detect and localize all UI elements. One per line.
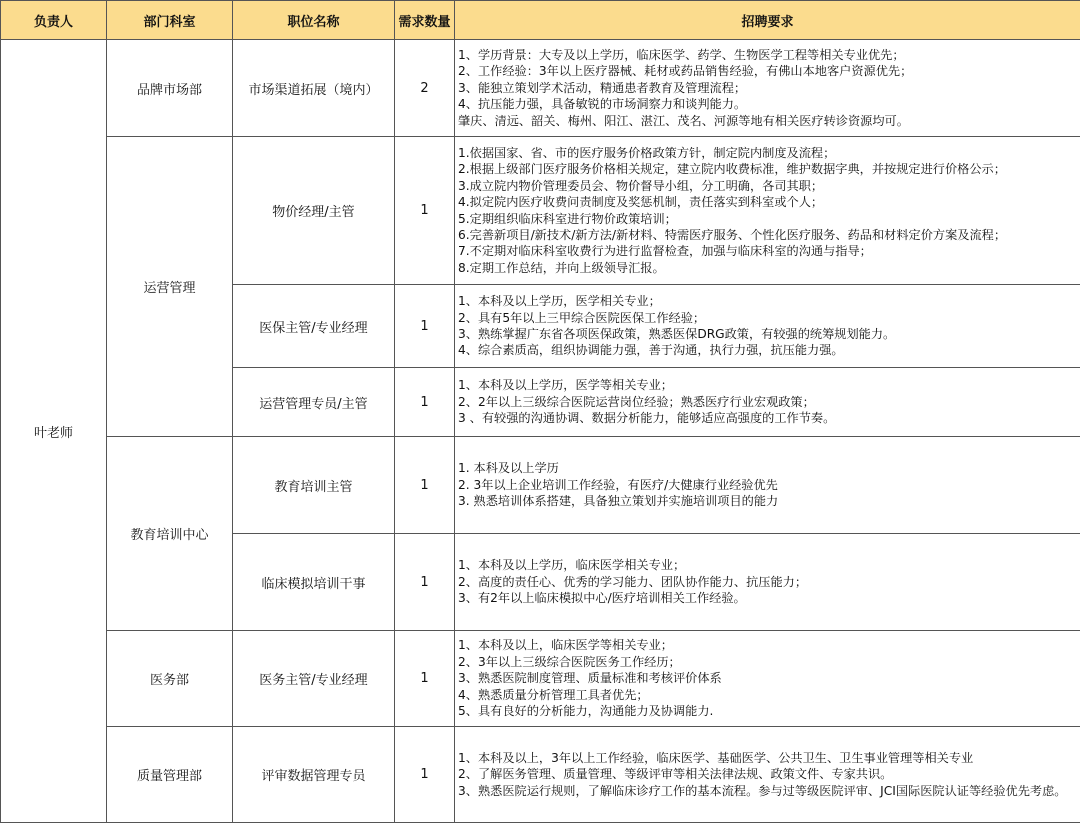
header-person: 负责人	[1, 1, 107, 40]
requirement-line: 3、熟悉医院制度管理、质量标准和考核评价体系	[458, 671, 722, 686]
requirement-line: 3、有2年以上临床模拟中心/医疗培训相关工作经验。	[458, 591, 746, 606]
position-title: 教育培训主管	[233, 437, 395, 534]
requirement-line: 5、具有良好的分析能力，沟通能力及协调能力.	[458, 704, 714, 719]
requirement-line: 2、高度的责任心、优秀的学习能力、团队协作能力、抗压能力；	[458, 574, 808, 589]
requirement-line: 1、学历背景：大专及以上学历，临床医学、药学、生物医学工程等相关专业优先；	[458, 47, 905, 62]
header-row	[1, 1, 1080, 40]
header-requirements: 招聘要求	[455, 1, 1080, 40]
requirements-cell	[455, 631, 1080, 727]
requirement-line: 1. 本科及以上学历	[458, 461, 559, 476]
requirement-line: 8.定期工作总结，并向上级领导汇报。	[458, 260, 665, 275]
table-row	[1, 727, 1080, 823]
header-count: 需求数量	[395, 1, 455, 40]
requirement-line: 3、熟练掌握广东省各项医保政策，熟悉医保DRG政策，有较强的统筹规划能力。	[458, 327, 896, 341]
requirement-line: 4、熟悉质量分析管理工具者优先；	[458, 687, 649, 702]
requirement-line: 4、抗压能力强，具备敏锐的市场洞察力和谈判能力。	[458, 97, 747, 112]
position-count: 1	[395, 137, 455, 285]
requirement-line: 1、本科及以上学历，医学等相关专业；	[458, 378, 673, 393]
position-title: 物价经理/主管	[233, 137, 395, 285]
table-row	[1, 40, 1080, 137]
position-title: 医保主管/专业经理	[233, 285, 395, 368]
requirement-line: 3、熟悉医院运行规则，了解临床诊疗工作的基本流程。参与过等级医院评审、JCI国际医院认证等经验优先考虑。	[458, 783, 1067, 798]
requirement-line: 2、2年以上三级综合医院运营岗位经验；熟悉医疗行业宏观政策；	[458, 394, 815, 409]
position-title: 运营管理专员/主管	[233, 368, 395, 437]
position-count: 1	[395, 437, 455, 534]
department-cell: 质量管理部	[107, 727, 233, 823]
table-row	[1, 631, 1080, 727]
requirement-line: 2、具有5年以上三甲综合医院医保工作经验；	[458, 310, 706, 325]
requirement-line: 2. 3年以上企业培训工作经验，有医疗/大健康行业经验优先	[458, 477, 778, 492]
position-count: 1	[395, 631, 455, 727]
requirement-line: 3. 熟悉培训体系搭建，具备独立策划并实施培训项目的能力	[458, 494, 779, 509]
position-count: 2	[395, 40, 455, 137]
requirement-line: 3.成立院内物价管理委员会、物价督导小组，分工明确，各司其职；	[458, 178, 824, 193]
position-count: 1	[395, 368, 455, 437]
requirement-line: 1、本科及以上学历，临床医学相关专业；	[458, 558, 686, 573]
department-cell: 运营管理	[107, 137, 233, 437]
table-row	[1, 137, 1080, 285]
requirement-line: 1、本科及以上学历，医学相关专业；	[458, 294, 661, 309]
requirement-line: 1、本科及以上，3年以上工作经验，临床医学、基础医学、公共卫生、卫生事业管理等相关专业	[458, 750, 974, 765]
requirement-line: 6.完善新项目/新技术/新方法/新材料、特需医疗服务、个性化医疗服务、药品和材料定价方案及流程；	[458, 227, 1007, 242]
requirements-cell	[455, 727, 1080, 823]
position-count: 1	[395, 534, 455, 631]
requirement-line: 2、3年以上三级综合医院医务工作经历；	[458, 654, 681, 669]
requirement-line: 4.拟定院内医疗收费问责制度及奖惩机制，责任落实到科室或个人；	[458, 195, 824, 210]
requirement-line: 2、了解医务管理、质量管理、等级评审等相关法律法规、政策文件、专家共识。	[458, 767, 893, 782]
requirements-cell	[455, 534, 1080, 631]
header-department: 部门科室	[107, 1, 233, 40]
requirement-line: 1、本科及以上，临床医学等相关专业；	[458, 638, 673, 653]
requirement-line: 3 、有较强的沟通协调、数据分析能力，能够适应高强度的工作节奏。	[458, 411, 836, 426]
department-cell: 品牌市场部	[107, 40, 233, 137]
requirement-line: 3、能独立策划学术活动，精通患者教育及管理流程；	[458, 80, 747, 95]
requirements-cell	[455, 40, 1080, 137]
position-title: 临床模拟培训干事	[233, 534, 395, 631]
requirement-line: 2、工作经验：3年以上医疗器械、耗材或药品销售经验，有佛山本地客户资源优先；	[458, 64, 913, 79]
header-position: 职位名称	[233, 1, 395, 40]
position-count: 1	[395, 285, 455, 368]
position-title: 评审数据管理专员	[233, 727, 395, 823]
requirement-line: 5.定期组织临床科室进行物价政策培训；	[458, 211, 677, 226]
person-cell: 叶老师	[1, 40, 107, 823]
position-title: 市场渠道拓展（境内）	[233, 40, 395, 137]
requirement-line: 肇庆、清远、韶关、梅州、阳江、湛江、茂名、河源等地有相关医疗转诊资源均可。	[458, 113, 909, 128]
position-title: 医务主管/专业经理	[233, 631, 395, 727]
requirement-line: 4、综合素质高，组织协调能力强，善于沟通，执行力强，抗压能力强。	[458, 343, 844, 358]
requirement-line: 1.依据国家、省、市的医疗服务价格政策方针，制定院内制度及流程；	[458, 145, 836, 160]
requirements-cell	[455, 285, 1080, 368]
requirement-line: 7.不定期对临床科室收费行为进行监督检查，加强与临床科室的沟通与指导；	[458, 244, 872, 259]
requirements-cell	[455, 137, 1080, 285]
position-count: 1	[395, 727, 455, 823]
requirements-cell	[455, 368, 1080, 437]
department-cell: 教育培训中心	[107, 437, 233, 631]
requirements-cell	[455, 437, 1080, 534]
department-cell: 医务部	[107, 631, 233, 727]
table-row	[1, 437, 1080, 534]
requirement-line: 2.根据上级部门医疗服务价格相关规定，建立院内收费标准，维护数据字典，并按规定进行价格公示；	[458, 162, 1006, 177]
